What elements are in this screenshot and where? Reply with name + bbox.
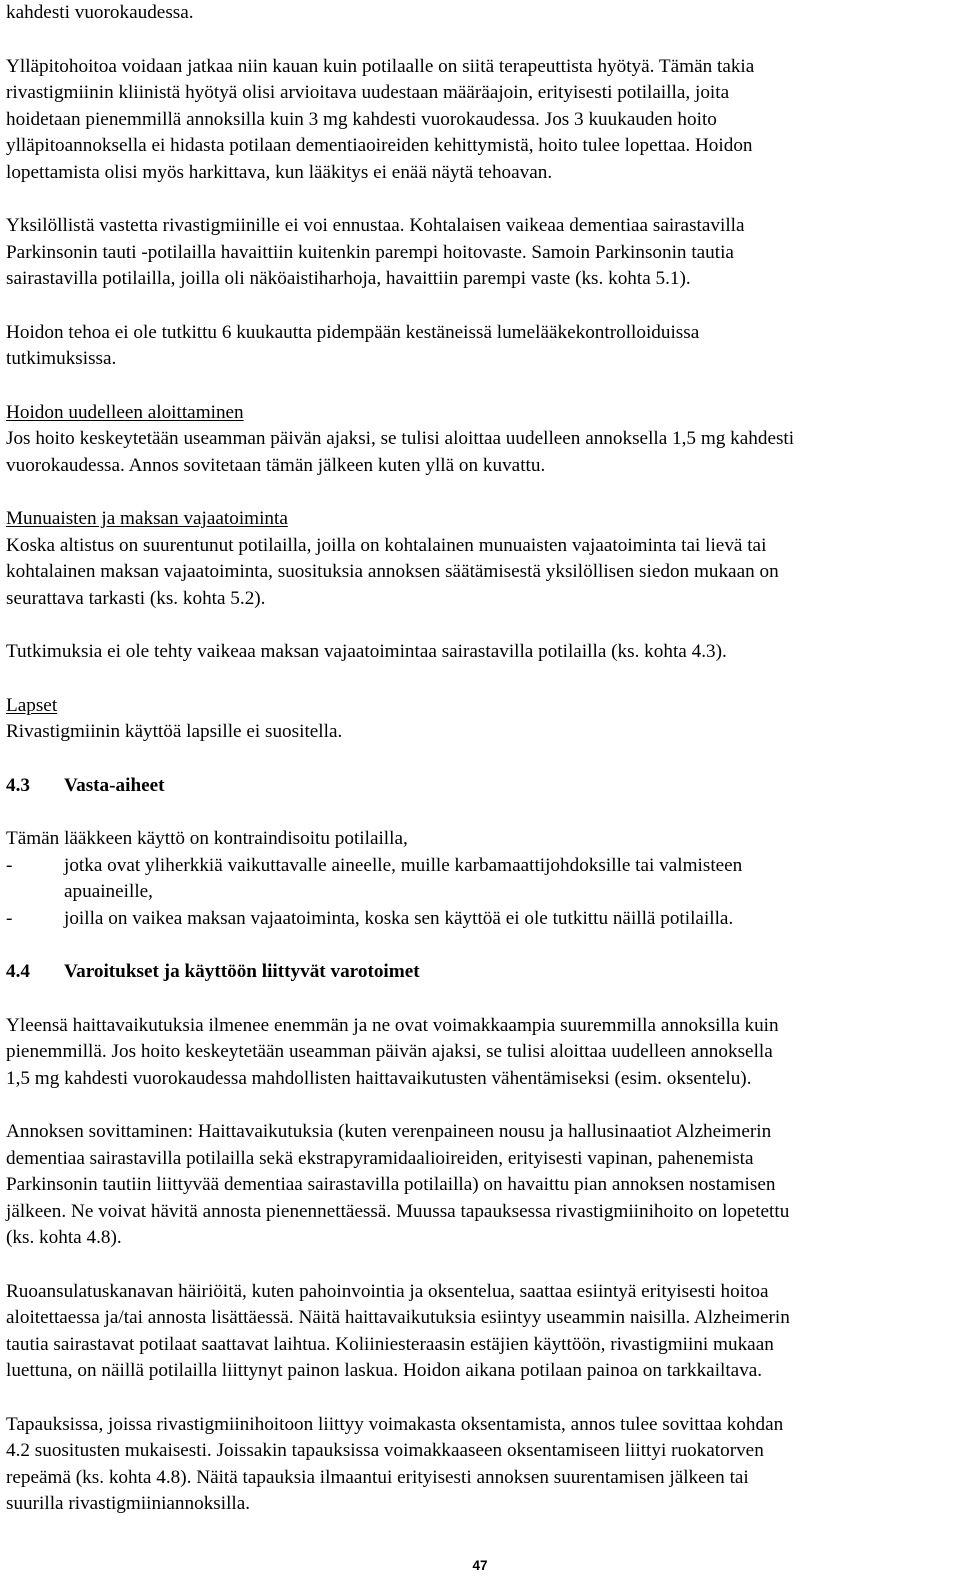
bullet-dash: - [6, 907, 13, 929]
text-line: hoidetaan pienemmillä annoksilla kuin 3 mg kahdesti vuorokaudessa. Jos 3 kuukauden hoito [6, 108, 717, 130]
section-4-4 [6, 959, 952, 1518]
spacer [6, 373, 952, 400]
spacer [6, 986, 952, 1013]
text-line: apuaineille, [64, 881, 153, 902]
text-line: dementiaa sairastavilla potilailla sekä ekstrapyramidaalioireiden, erityisesti vapinan, pahenemista [6, 1147, 754, 1169]
text-line: Tutkimuksia ei ole tehty vaikeaa maksan vajaatoimintaa sairastavilla potilailla (ks. kohta 4.3). [6, 641, 727, 662]
section-number: 4.3 [6, 774, 30, 796]
spacer [6, 666, 952, 693]
text-line: Parkinsonin tautiin liittyvää dementiaa sairastavilla potilailla) on havaittu pian annoksen nostamisen [6, 1174, 776, 1195]
spacer [6, 612, 952, 639]
spacer [6, 799, 952, 826]
text-line: Parkinsonin tauti -potilailla havaittiin kuitenkin parempi hoitovaste. Samoin Parkinsonin tautia [6, 241, 734, 263]
document-page [6, 0, 952, 1518]
text-line: kohtalainen maksan vajaatoiminta, suosituksia annoksen säätämisestä yksilöllisen siedon mukaan on [6, 561, 779, 582]
list-item [6, 906, 952, 933]
text-line: repeämä (ks. kohta 4.8). Näitä tapauksia ilmaantui erityisesti annoksen suurentamisen jälkeen tai [6, 1466, 749, 1488]
section-title: Vasta-aiheet [64, 774, 165, 796]
text-line: Tämän lääkkeen käyttö on kontraindisoitu potilailla, [6, 828, 408, 849]
section-impairment [6, 506, 952, 666]
text-line: jotka ovat yliherkkiä vaikuttavalle aineelle, muille karbamaattijohdoksille tai valmisteen [64, 854, 743, 876]
spacer [6, 746, 952, 773]
text-line: ylläpitoannoksella ei hidasta potilaan dementiaoireiden kehittymistä, hoito tulee lopettaa. Hoidon [6, 135, 753, 156]
text-line: Tapauksissa, joissa rivastigmiinihoitoon liittyy voimakasta oksentamista, annos tulee sovittaa kohdan [6, 1413, 784, 1435]
paragraph-efficacy [6, 320, 952, 373]
section-restart [6, 400, 952, 480]
text-line: Ruoansulatuskanavan häiriöitä, kuten pahoinvointia ja oksentelua, saattaa esiintyä erityisesti hoitoa [6, 1280, 769, 1302]
text-line: tutkimuksissa. [6, 348, 117, 369]
spacer [6, 1385, 952, 1412]
paragraph-maintenance [6, 54, 952, 187]
text-line: (ks. kohta 4.8). [6, 1227, 122, 1248]
bullet-dash: - [6, 854, 13, 876]
spacer [6, 1092, 952, 1119]
text-line: jälkeen. Ne voivat hävitä annosta pienennettäessä. Muussa tapauksessa rivastigmiinihoito on lopetettu [6, 1200, 790, 1222]
text-line: kahdesti vuorokaudessa. [6, 2, 194, 23]
text-line: Rivastigmiinin käyttöä lapsille ei suositella. [6, 721, 343, 742]
spacer [6, 293, 952, 320]
subheading-children: Lapset [6, 694, 58, 716]
text-line: sairastavilla potilailla, joilla oli näköaistiharhoja, havaittiin parempi vaste (ks. kohta 5.1). [6, 268, 691, 289]
section-4-3 [6, 773, 952, 933]
spacer [6, 932, 952, 959]
text-line: Annoksen sovittaminen: Haittavaikutuksia (kuten verenpaineen nousu ja hallusinaatiot Alzheimerin [6, 1121, 772, 1142]
subheading-restart: Hoidon uudelleen aloittaminen [6, 401, 244, 423]
text-line: luettuna, on näillä potilailla liittynyt painon laskua. Hoidon aikana potilaan painoa on tarkkailtava. [6, 1360, 763, 1381]
text-line: rivastigmiinin kliinistä hyötyä olisi arvioitava uudestaan määräajoin, erityisesti potilailla, joita [6, 82, 730, 103]
subheading-impairment: Munuaisten ja maksan vajaatoiminta [6, 508, 288, 529]
text-line: 4.2 suositusten mukaisesti. Joissakin tapauksissa voimakkaaseen oksentamiseen liittyi ruokatorven [6, 1440, 764, 1461]
section-children [6, 693, 952, 746]
text-line: Hoidon tehoa ei ole tutkittu 6 kuukautta pidempään kestäneissä lumelääkekontrolloiduissa [6, 321, 700, 343]
text-line: Koska altistus on suurentunut potilailla, joilla on kohtalainen munuaisten vajaatoiminta tai lievä tai [6, 534, 767, 556]
text-line: aloitettaessa ja/tai annosta lisättäessä. Näitä haittavaikutuksia esiintyy useammin naisilla. Alzheimerin [6, 1307, 790, 1328]
spacer [6, 479, 952, 506]
text-line: vuorokaudessa. Annos sovitetaan tämän jälkeen kuten yllä on kuvattu. [6, 454, 546, 476]
text-line: Ylläpitohoitoa voidaan jatkaa niin kauan kuin potilaalle on siitä terapeuttista hyötyä. Tämän takia [6, 55, 755, 77]
text-line: Yksilöllistä vastetta rivastigmiinille ei voi ennustaa. Kohtalaisen vaikeaa dementiaa sairastavilla [6, 215, 745, 236]
text-line: Jos hoito keskeytetään useamman päivän ajaksi, se tulisi aloittaa uudelleen annoksella 1,5 mg kahdesti [6, 428, 795, 449]
text-line: Yleensä haittavaikutuksia ilmenee enemmän ja ne ovat voimakkaampia suuremmilla annoksilla kuin [6, 1014, 779, 1036]
text-line: pienemmillä. Jos hoito keskeytetään useamman päivän ajaksi, se tulisi aloittaa uudelleen annoksella [6, 1041, 773, 1062]
spacer [6, 1252, 952, 1279]
text-line: 1,5 mg kahdesti vuorokaudessa mahdollisten haittavaikutusten vähentämiseksi (esim. oksentelu). [6, 1067, 752, 1089]
page-number: 47 [472, 1558, 488, 1573]
paragraph-response [6, 213, 952, 293]
section-heading-4-3 [6, 773, 952, 800]
spacer [6, 27, 952, 54]
section-heading-4-4 [6, 959, 952, 986]
text-line: seurattava tarkasti (ks. kohta 5.2). [6, 587, 266, 609]
list-item [6, 853, 952, 880]
text-line: lopettamista olisi myös harkittava, kun lääkitys ei enää näytä tehoavan. [6, 161, 553, 183]
text-line: suurilla rivastigmiiniannoksilla. [6, 1493, 251, 1514]
section-number: 4.4 [6, 961, 30, 982]
text-line: joilla on vaikea maksan vajaatoiminta, koska sen käyttöä ei ole tutkittu näillä potilailla. [64, 907, 734, 929]
text-line: tautia sairastavat potilaat saattavat laihtua. Koliiniesteraasin estäjien käyttöön, rivastigmiini mukaan [6, 1333, 774, 1355]
section-title: Varoitukset ja käyttöön liittyvät varotoimet [64, 961, 420, 982]
spacer [6, 186, 952, 213]
